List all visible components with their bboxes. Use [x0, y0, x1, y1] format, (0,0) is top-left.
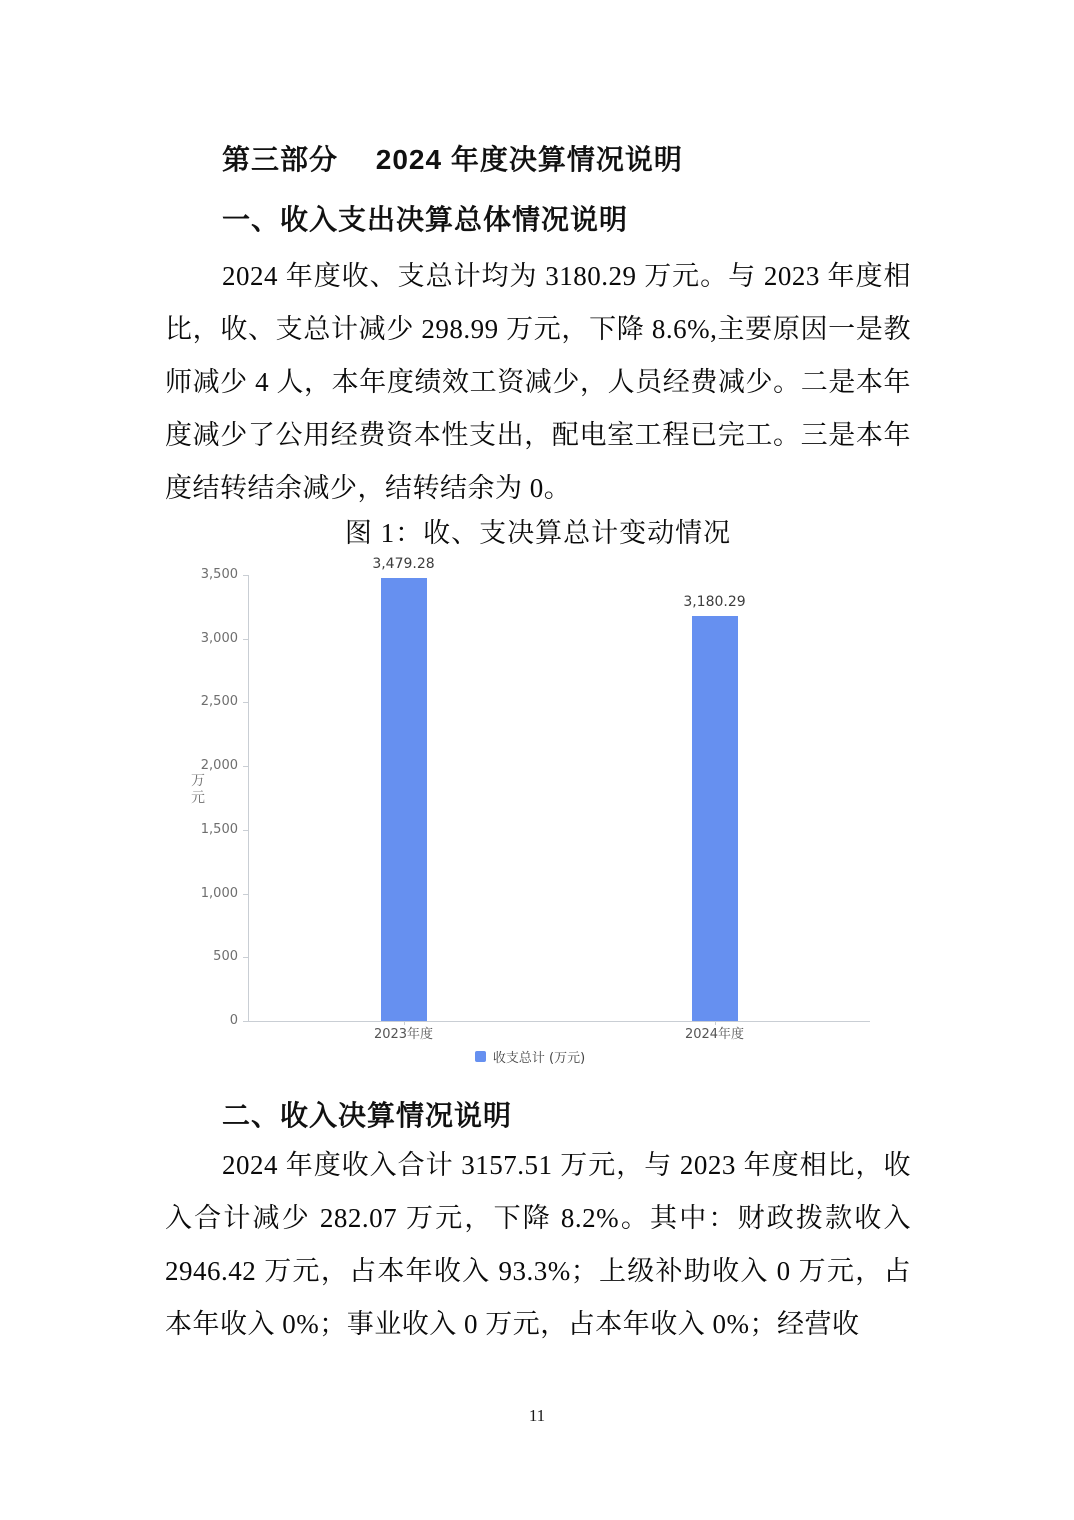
y-tick-mark: [243, 894, 248, 895]
page-number: 11: [528, 1406, 546, 1425]
y-axis-line: [248, 575, 249, 1021]
y-tick-label: 500: [213, 949, 238, 965]
x-axis-label: 2024年度: [684, 1027, 745, 1042]
figure-caption: 图 1：收、支决算总计变动情况: [344, 518, 732, 548]
y-tick-mark: [243, 575, 248, 576]
y-tick-mark: [243, 1021, 248, 1022]
y-tick-label: 1,000: [200, 885, 238, 901]
x-axis-line: [248, 1021, 870, 1022]
y-tick-label: 3,500: [200, 567, 238, 582]
bar-value-label: 3,479.28: [372, 555, 435, 572]
bar: [381, 578, 427, 1021]
y-tick-label: 2,000: [200, 758, 238, 774]
bar-chart: [180, 553, 880, 1068]
y-axis-title: 万元: [191, 773, 205, 806]
x-tick-mark: [404, 1021, 405, 1025]
legend-label: 收支总计 (万元): [492, 1051, 586, 1066]
section-heading-1: 一、收入支出决算总体情况说明: [222, 204, 629, 235]
y-tick-label: 1,500: [200, 821, 238, 837]
y-tick-mark: [243, 702, 248, 703]
y-tick-mark: [243, 830, 248, 831]
y-tick-mark: [243, 957, 248, 958]
section-heading-2: 二、收入决算情况说明: [222, 1100, 513, 1131]
paragraph-1: 2024 年度收、支总计均为 3180.29 万元。与 2023 年度相比，收、支总计减少 298.99 万元，下降 8.6%,主要原因一是教师减少 4 人，本年度绩效工资减少，人员经费减少。二是本年度减少了公用经费资本性支出，配电室工程已完工。三是本年度结转结余减少，结转结余为 0。: [165, 261, 911, 503]
paragraph-2: 2024 年度收入合计 3157.51 万元，与 2023 年度相比，收入合计减少 282.07 万元，下降 8.2%。其中：财政拨款收入 2946.42 万元，占本年收入 93.3%；上级补助收入 0 万元，占本年收入 0%；事业收入 0 万元，占本年收入 0%；经营收: [165, 1150, 911, 1339]
bar: [692, 616, 738, 1021]
legend-swatch-icon: [475, 1051, 486, 1062]
y-tick-mark: [243, 766, 248, 767]
x-tick-mark: [715, 1021, 716, 1025]
x-axis-label: 2023年度: [373, 1027, 434, 1042]
bar-value-label: 3,180.29: [683, 593, 746, 610]
chart-legend: [180, 1047, 880, 1066]
y-tick-label: 3,000: [200, 630, 238, 646]
y-tick-mark: [243, 639, 248, 640]
page-title: 第三部分 2024 年度决算情况说明: [222, 144, 683, 175]
y-tick-label: 2,500: [200, 694, 238, 710]
y-tick-label: 0: [229, 1013, 238, 1028]
